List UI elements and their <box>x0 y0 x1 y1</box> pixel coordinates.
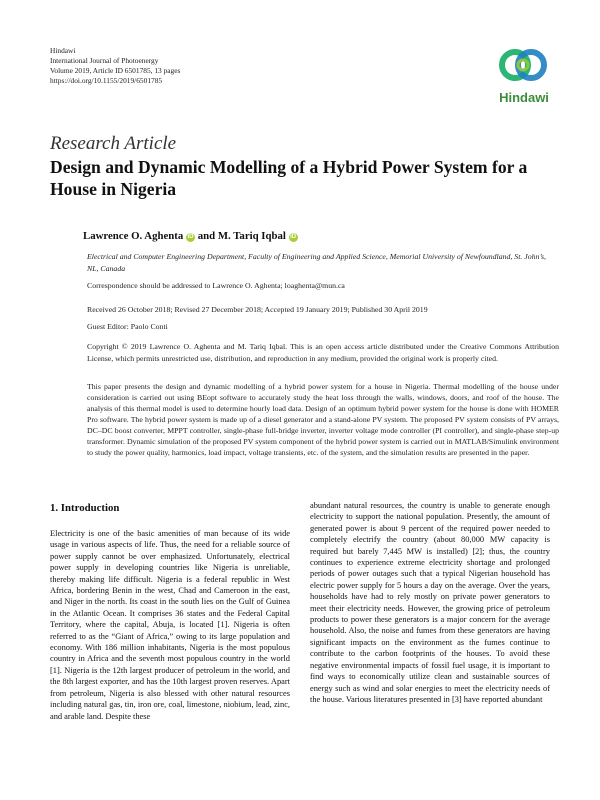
orcid-icon[interactable]: iD <box>187 234 194 240</box>
volume-info: Volume 2019, Article ID 6501785, 13 pages <box>50 66 181 75</box>
author-connector: and <box>197 230 216 242</box>
journal-header <box>50 46 180 86</box>
copyright-notice: Copyright © 2019 Lawrence O. Aghenta and M. Tariq Iqbal. This is an open access article distributed under the Creative Commons Attribution License, which permits unrestricted use, distribution, and reproduction in any medium, provided the original work is properly cited. <box>87 342 559 363</box>
paper-title: Design and Dynamic Modelling of a Hybrid Power System for a House in Nigeria <box>50 157 528 199</box>
author-1[interactable]: Lawrence O. Aghenta <box>83 230 184 242</box>
publication-dates: Received 26 October 2018; Revised 27 December 2018; Accepted 19 January 2019; Published 30 April 2019 <box>87 305 428 314</box>
body-column-right: abundant natural resources, the country is unable to generate enough electricity to support the national population. Presently, the amount of generated power is about 9 percent of the required power needed to completely electrify the country (about 80,000 MW capacity is required but barely 7,445 MW is installed) [2]; thus, the country continues to experience extreme electricity shortage and prolonged periods of power outages such that a typical Nigerian household has electric power supply for 5 hours a day on the average. Over the years, households have had to rely mostly on private power generators to meet their electricity needs. However, the growing price of petroleum products to power these generators is a major concern for the average household. Also, the noise and fumes from these generators are having significant impacts on the environment as the fumes continue to contribute to the carbon footprints of the houses. To avoid these negative environmental impacts of fossil fuel usage, it is important to find ways to economically utilize clean and sustainable sources of energy such as wind and solar energies to meet the electricity needs of the house. Various literatures presented in [3] have reported abundant <box>310 501 550 704</box>
body-column-left: Electricity is one of the basic amenities of man because of its wide usage in various aspects of life. Thus, the need for a reliable source of power supply cannot be over emphasized. Unfortunately, electrical power supply in developing countries like Nigeria is unreliable, thereby making life difficult. Nigeria is a federal republic in West Africa, bordering Benin in the west, Chad and Cameroon in the east, and Niger in the north. Its coast in the south lies on the Gulf of Guinea in the Atlantic Ocean. It comprises 36 states and the Federal Capital Territory, where the capital, Abuja, is located [1]. Nigeria is often referred to as the “Giant of Africa,” owing to its large population and economy. With 186 million inhabitants, Nigeria is the most populous country in Africa and the seventh most populous country in the world [1]. Nigeria is the 12th largest producer of petroleum in the world, and the 8th largest exporter, and has the 10th largest proven reserves. Apart from petroleum, Nigeria is also blessed with other natural resources including natural gas, tin, iron ore, coal, limestone, niobium, lead, zinc, and arable land. Despite these <box>50 529 290 721</box>
doi-link[interactable]: https://doi.org/10.1155/2019/6501785 <box>50 76 163 85</box>
publisher-name: Hindawi <box>50 46 76 55</box>
orcid-icon[interactable]: iD <box>290 234 297 240</box>
author-2[interactable]: M. Tariq Iqbal <box>217 230 286 242</box>
article-type: Research Article <box>50 133 177 154</box>
hindawi-logo-text: Hindawi <box>499 90 549 105</box>
authors-line <box>83 230 298 242</box>
journal-name: International Journal of Photoenergy <box>50 56 159 65</box>
abstract: This paper presents the design and dynamic modelling of a hybrid power system for a house in Nigeria. Thermal modelling of the house under consideration is carried out using BEopt software to accurately study the heat loss through the walls, windows, doors, and roof of the house. The analysis of this thermal model is used to determine hourly load data. Design of an optimum hybrid power system for the house is done with HOMER Pro software. The hybrid power system is made up of a diesel generator and a stand-alone PV system. The proposed PV system consists of PV arrays, DC–DC boost converter, MPPT controller, single-phase full-bridge inverter, inverter voltage mode controller (PI controller), and single-phase step-up transformer. Dynamic simulation of the proposed PV system component of the hybrid power system is carried out in MATLAB/Simulink environment to study the power quality, harmonics, load impact, voltage transients, etc. of the system, and the simulation results are presented in the paper. <box>87 382 559 457</box>
affiliation: Electrical and Computer Engineering Department, Faculty of Engineering and Applied Science, Memorial University of Newfoundland, St. John’s, NL, Canada <box>87 252 546 273</box>
guest-editor: Guest Editor: Paolo Conti <box>87 322 168 331</box>
correspondence: Correspondence should be addressed to Lawrence O. Aghenta; loaghenta@mun.ca <box>87 281 345 290</box>
section-heading: 1. Introduction <box>50 502 120 514</box>
